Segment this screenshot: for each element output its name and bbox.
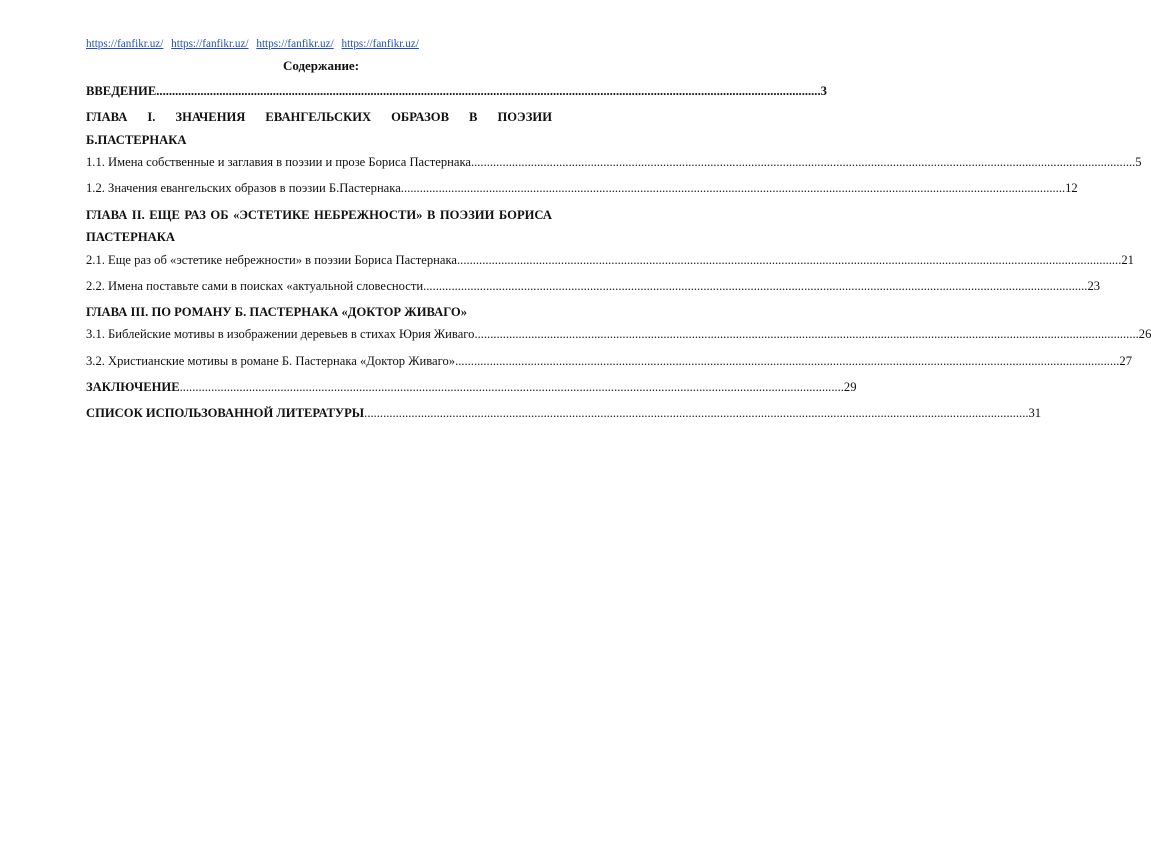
toc-entry-1-1[interactable]: [86, 154, 1142, 170]
toc-page-number: 29: [843, 379, 857, 394]
toc-page-number: 26: [1138, 327, 1151, 342]
toc-chapter-3[interactable]: ГЛАВА III. ПО РОМАНУ Б. ПАСТЕРНАКА «ДОКТОР ЖИВАГО»: [86, 304, 468, 319]
dot-leader: [401, 180, 1065, 196]
toc-entry-text: СПИСОК ИСПОЛЬЗОВАННОЙ ЛИТЕРАТУРЫ: [86, 406, 365, 420]
toc-page-number: 5: [1135, 155, 1142, 170]
toc-entry-conclusion[interactable]: [86, 379, 857, 395]
toc-entry-text: 3.1. Библейские мотивы в изображении деревьев в стихах Юрия Живаго: [86, 327, 475, 342]
toc-chapter-2[interactable]: ГЛАВА II. ЕЩЕ РАЗ ОБ «ЭСТЕТИКЕ НЕБРЕЖНОСТИ» В ПОЭЗИИ БОРИСА ПАСТЕРНАКА: [86, 207, 552, 245]
toc-page-number: 27: [1119, 353, 1132, 368]
dot-leader: [156, 83, 820, 99]
toc-page-number: 12: [1065, 181, 1078, 196]
dot-leader: [423, 278, 1087, 294]
header-links: [86, 38, 424, 50]
toc-entry-text: 3.2. Христианские мотивы в романе Б. Пастернака «Доктор Живаго»: [86, 353, 456, 368]
toc-entry-intro[interactable]: [86, 83, 827, 99]
header-link-3[interactable]: https://fanfikr.uz/: [256, 38, 334, 50]
toc-entry-2-2[interactable]: [86, 278, 1101, 294]
table-of-contents: [86, 83, 1151, 431]
toc-title: Содержание:: [282, 58, 360, 73]
header-link-1[interactable]: https://fanfikr.uz/: [86, 38, 164, 50]
toc-page-number: 3: [820, 84, 827, 98]
toc-chapter-1[interactable]: ГЛАВА I. ЗНАЧЕНИЯ ЕВАНГЕЛЬСКИХ ОБРАЗОВ В ПОЭЗИИ Б.ПАСТЕРНАКА: [86, 110, 552, 147]
dot-leader: [180, 379, 844, 395]
toc-entry-2-1[interactable]: [86, 252, 1134, 268]
toc-entry-text: ЗАКЛЮЧЕНИЕ: [86, 379, 180, 394]
toc-entry-3-2[interactable]: [86, 353, 1132, 369]
dot-leader: [471, 154, 1135, 170]
toc-entry-text: 1.2. Значения евангельских образов в поэзии Б.Пастернака: [86, 181, 401, 196]
toc-entry-text: 2.2. Имена поставьте сами в поисках «актуальной словесности: [86, 278, 424, 293]
dot-leader: [457, 252, 1121, 268]
dot-leader: [474, 326, 1138, 342]
header-link-4[interactable]: https://fanfikr.uz/: [341, 38, 419, 50]
toc-page-number: 23: [1087, 278, 1101, 293]
header-link-2[interactable]: https://fanfikr.uz/: [171, 38, 249, 50]
toc-page-number: 21: [1121, 252, 1134, 267]
toc-entry-references[interactable]: [86, 405, 1042, 421]
dot-leader: [455, 353, 1119, 369]
toc-entry-text: 1.1. Имена собственные и заглавия в поэзии и прозе Бориса Пастернака: [86, 155, 471, 170]
toc-entry-text: 2.1. Еще раз об «эстетике небрежности» в поэзии Бориса Пастернака: [86, 252, 458, 267]
toc-entry-3-1[interactable]: [86, 326, 1151, 342]
toc-entry-text: ВВЕДЕНИЕ: [86, 84, 157, 98]
toc-entry-1-2[interactable]: [86, 180, 1078, 196]
toc-page-number: 31: [1028, 406, 1042, 420]
dot-leader: [364, 405, 1028, 421]
